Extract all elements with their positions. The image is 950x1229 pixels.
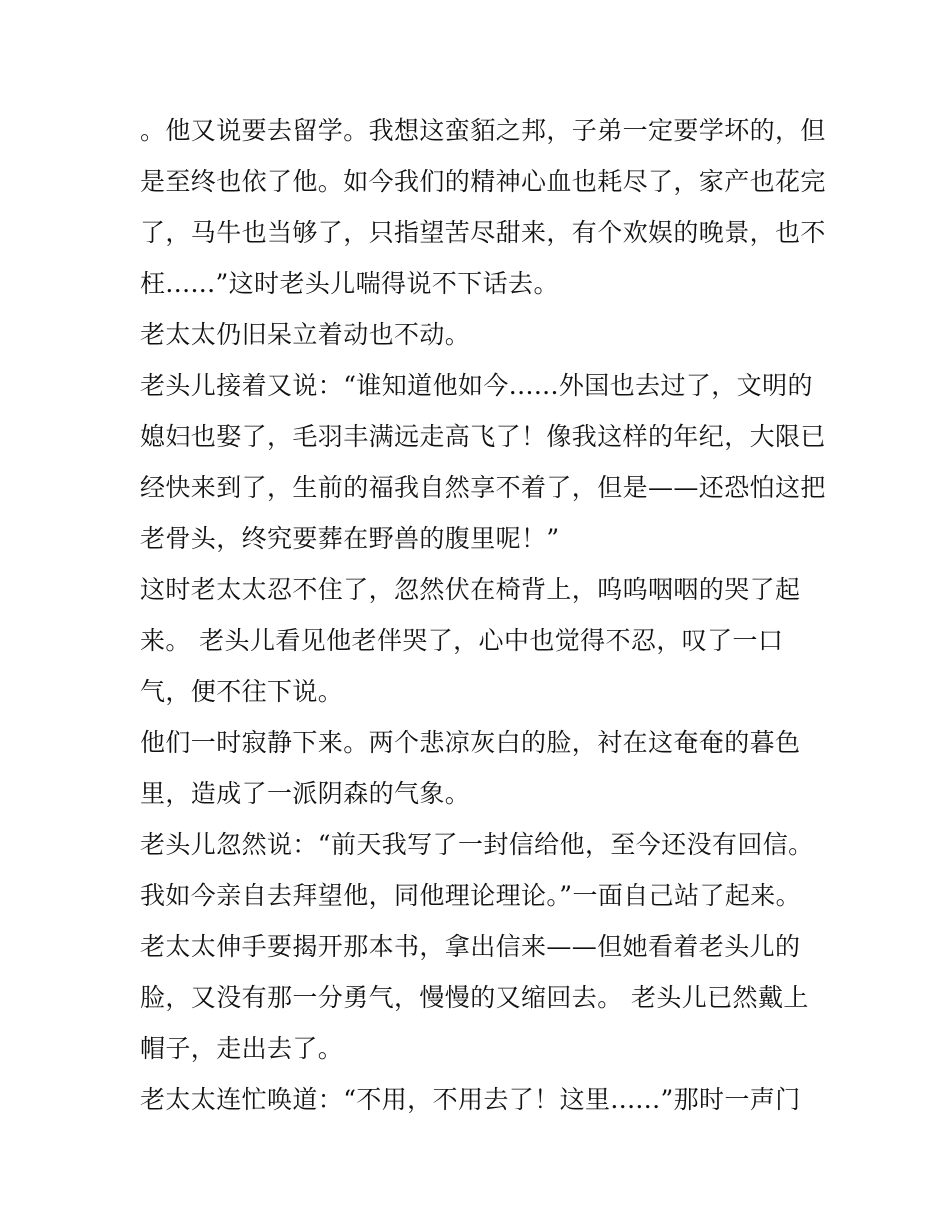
text-line: 老太太仍旧呆立着动也不动。 — [140, 320, 471, 349]
text-line: 他们一时寂静下来。两个悲凉灰白的脸，衬在这奄奄的暮色 — [140, 728, 801, 757]
text-line: 老太太连忙唤道：“不用，不用去了！这里......”那时一声门 — [140, 1085, 801, 1114]
text-line: 气，便不往下说。 — [140, 677, 344, 706]
text-line: 媳妇也娶了，毛羽丰满远走高飞了！像我这样的年纪，大限已 — [140, 422, 826, 451]
text-line: 了，马牛也当够了，只指望苦尽甜来，有个欢娱的晚景，也不 — [140, 218, 826, 247]
text-line: 脸，又没有那一分勇气，慢慢的又缩回去。 老头儿已然戴上 — [140, 983, 809, 1012]
text-line: 我如今亲自去拜望他，同他理论理论。”一面自己站了起来。 — [140, 881, 802, 910]
text-line: 是至终也依了他。如今我们的精神心血也耗尽了，家产也花完 — [140, 167, 826, 196]
body-text — [140, 105, 826, 1125]
text-line: 老头儿忽然说：“前天我写了一封信给他，至今还没有回信。 — [140, 830, 814, 859]
text-line: 里，造成了一派阴森的气象。 — [140, 779, 471, 808]
text-line: 老骨头，终究要葬在野兽的腹里呢！” — [140, 524, 560, 553]
text-line: 来。 老头儿看见他老伴哭了，心中也觉得不忍，叹了一口 — [140, 626, 784, 655]
text-line: 这时老太太忍不住了，忽然伏在椅背上，呜呜咽咽的哭了起 — [140, 575, 801, 604]
text-line: 。他又说要去留学。我想这蛮貊之邦，子弟一定要学坏的，但 — [140, 116, 826, 145]
text-line: 老头儿接着又说：“谁知道他如今......外国也去过了，文明的 — [140, 371, 813, 400]
text-line: 帽子，走出去了。 — [140, 1034, 344, 1063]
text-line: 枉......”这时老头儿喘得说不下话去。 — [140, 269, 559, 298]
text-line: 经快来到了，生前的福我自然享不着了，但是——还恐怕这把 — [140, 473, 826, 502]
text-line: 老太太伸手要揭开那本书，拿出信来——但她看着老头儿的 — [140, 932, 801, 961]
